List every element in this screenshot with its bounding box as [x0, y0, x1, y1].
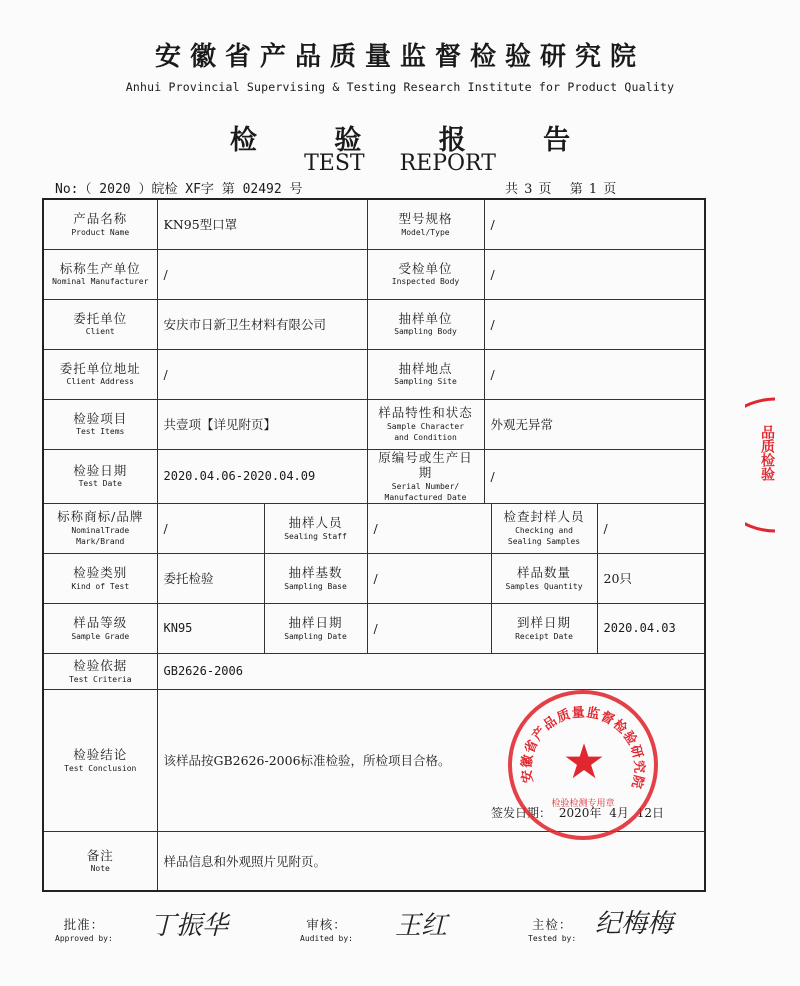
seam-stamp [745, 395, 785, 535]
table-row [43, 831, 705, 891]
label-sample-grade: 样品等级 Sample Grade [43, 603, 157, 653]
label-sampling-base: 抽样基数 Sampling Base [264, 553, 367, 603]
label-test-items: 检验项目 Test Items [43, 399, 157, 449]
value-sample-grade: KN95 [157, 603, 264, 653]
svg-text:品质检验: 品质检验 [759, 425, 775, 481]
value-sampling-date: / [367, 603, 491, 653]
label-kind-of-test: 检验类别 Kind of Test [43, 553, 157, 603]
institute-name-en: Anhui Provincial Supervising & Testing Research Institute for Product Quality [125, 80, 675, 94]
label-client: 委托单位 Client [43, 299, 157, 349]
table-row [43, 249, 705, 299]
conclusion-text: 该样品按GB2626-2006标准检验，所检项目合格。 [163, 753, 451, 769]
svg-text:安徽省产品质量监督检验研究院: 安徽省产品质量监督检验研究院 [519, 705, 647, 791]
value-client-address: / [157, 349, 367, 399]
table-row [43, 553, 705, 603]
table-row [43, 503, 705, 553]
label-sampling-body: 抽样单位 Sampling Body [367, 299, 484, 349]
approved-label: 批准： Approved by: [55, 917, 113, 943]
approved-signature: 丁振华 [150, 911, 229, 941]
label-sample-character: 样品特性和状态 Sample Character and Condition [367, 399, 484, 449]
audited-signature: 王红 [395, 911, 448, 941]
label-trade-mark: 标称商标/品牌 NominalTrade Mark/Brand [43, 503, 157, 553]
issue-date-label: 签发日期： [491, 805, 552, 820]
label-sampling-date: 抽样日期 Sampling Date [264, 603, 367, 653]
report-number: No:（ 2020 ）皖检 XF字 第 02492 号 [55, 182, 303, 197]
label-product-name: 产品名称 Product Name [43, 199, 157, 249]
value-sampling-base: / [367, 553, 491, 603]
label-test-date: 检验日期 Test Date [43, 449, 157, 503]
label-inspected-body: 受检单位 Inspected Body [367, 249, 484, 299]
audited-label: 审核： Audited by: [300, 917, 353, 943]
table-row [43, 449, 705, 503]
value-sample-character: 外观无异常 [484, 399, 705, 449]
report-title-cn: 检 验 报 告 [229, 125, 605, 156]
value-checking-sealing: / [597, 503, 705, 553]
value-test-date: 2020.04.06-2020.04.09 [157, 449, 367, 503]
table-row [43, 299, 705, 349]
issue-day: 12日 [636, 805, 664, 820]
issue-month: 4月 [609, 805, 629, 820]
label-samples-quantity: 样品数量 Samples Quantity [491, 553, 597, 603]
label-nominal-manufacturer: 标称生产单位 Nominal Manufacturer [43, 249, 157, 299]
tested-signature: 纪梅梅 [595, 909, 674, 939]
label-checking-sealing: 检查封样人员 Checking and Sealing Samples [491, 503, 597, 553]
value-sampling-body: / [484, 299, 705, 349]
label-test-criteria: 检验依据 Test Criteria [43, 653, 157, 689]
table-row [43, 349, 705, 399]
issue-year: 2020年 [558, 805, 602, 820]
value-kind-of-test: 委托检验 [157, 553, 264, 603]
value-inspected-body: / [484, 249, 705, 299]
label-receipt-date: 到样日期 Receipt Date [491, 603, 597, 653]
svg-text:检验检测专用章: 检验检测专用章 [551, 799, 615, 809]
label-model: 型号规格 Model/Type [367, 199, 484, 249]
value-nominal-manufacturer: / [157, 249, 367, 299]
label-client-address: 委托单位地址 Client Address [43, 349, 157, 399]
value-model: / [484, 199, 705, 249]
table-row [43, 603, 705, 653]
value-serial-number: / [484, 449, 705, 503]
label-sampling-site: 抽样地点 Sampling Site [367, 349, 484, 399]
page-indicator [505, 178, 629, 197]
table-row [43, 399, 705, 449]
value-sealing-staff: / [367, 503, 491, 553]
value-test-criteria: GB2626-2006 [157, 653, 705, 689]
value-receipt-date: 2020.04.03 [597, 603, 705, 653]
value-note: 样品信息和外观照片见附页。 [157, 831, 705, 891]
stamp-star-icon: ★ [562, 734, 606, 790]
institute-name-cn: 安徽省产品质量监督检验研究院 [154, 42, 645, 72]
page-current: 第 1 页 [569, 182, 618, 197]
table-row [43, 653, 705, 689]
label-conclusion: 检验结论 Test Conclusion [43, 689, 157, 831]
page-total: 共 3 页 [505, 182, 553, 197]
label-sealing-staff: 抽样人员 Sealing Staff [264, 503, 367, 553]
value-trade-mark: / [157, 503, 264, 553]
value-sampling-site: / [484, 349, 705, 399]
value-test-items: 共壹项【详见附页】 [157, 399, 367, 449]
report-title-en: TEST REPORT [304, 151, 496, 176]
value-client: 安庆市日新卫生材料有限公司 [157, 299, 367, 349]
label-note: 备注 Note [43, 831, 157, 891]
value-samples-quantity: 20只 [597, 553, 705, 603]
tested-label: 主检： Tested by: [528, 917, 577, 943]
value-product-name: KN95型口罩 [157, 199, 367, 249]
label-serial-number: 原编号或生产日期 Serial Number/ Manufactured Date [367, 449, 484, 503]
table-row [43, 199, 705, 249]
